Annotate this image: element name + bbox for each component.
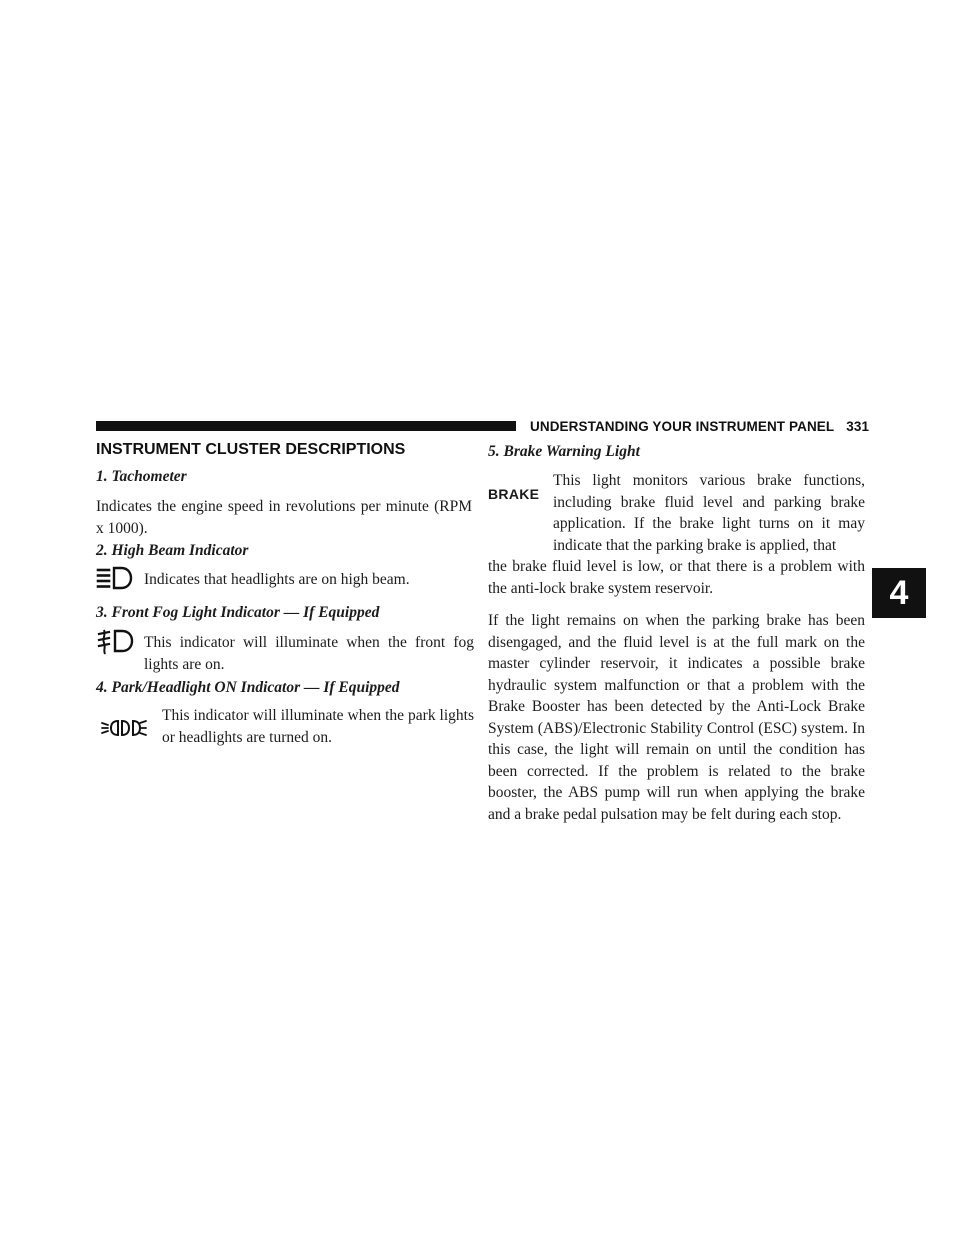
item-heading-park-headlight: 4. Park/Headlight ON Indicator — If Equipped — [96, 679, 400, 696]
brake-warning-icon: BRAKE — [488, 486, 540, 502]
header-title: UNDERSTANDING YOUR INSTRUMENT PANEL — [530, 419, 835, 434]
park-headlight-icon — [100, 716, 148, 740]
header-rule — [96, 421, 516, 431]
item-heading-front-fog: 3. Front Fog Light Indicator — If Equipped — [96, 604, 380, 621]
running-header — [530, 419, 869, 434]
section-title: INSTRUMENT CLUSTER DESCRIPTIONS — [96, 441, 406, 458]
chapter-tab: 4 — [872, 568, 926, 618]
item-text-brake-wrapped: This light monitors various brake functions, including brake fluid level and parking brake application. If the brake light turns on it may indicate that the parking brake is applied, that — [553, 472, 865, 554]
page-number: 331 — [846, 419, 870, 434]
item-text-brake-continued: the brake fluid level is low, or that there is a problem with the anti-lock brake system reservoir. — [488, 558, 865, 597]
item-text-high-beam: Indicates that headlights are on high beam. — [144, 571, 410, 588]
item-heading-high-beam: 2. High Beam Indicator — [96, 542, 249, 559]
front-fog-light-icon — [96, 629, 134, 655]
item-text-front-fog: This indicator will illuminate when the front fog lights are on. — [144, 634, 474, 673]
item-text-tachometer: Indicates the engine speed in revolutions per minute (RPM x 1000). — [96, 498, 472, 537]
item-text-brake-details: If the light remains on when the parking brake has been disengaged, and the fluid level is at the full mark on the master cylinder reservoir, it indicates a possible brake hydraulic system malfunction or that a problem with the Brake Booster has been detected by the Anti-Lock Brake System (ABS)/Electronic Stability Control (ESC) system. In this case, the light will remain on until the condition has been corrected. If the problem is related to the brake booster, the ABS pump will run when applying the brake and a brake pedal pulsation may be felt during each stop. — [488, 612, 865, 823]
item-heading-brake-warning: 5. Brake Warning Light — [488, 443, 640, 460]
item-text-park-headlight: This indicator will illuminate when the park lights or headlights are turned on. — [162, 707, 474, 746]
item-heading-tachometer: 1. Tachometer — [96, 468, 187, 485]
high-beam-icon — [96, 566, 134, 590]
